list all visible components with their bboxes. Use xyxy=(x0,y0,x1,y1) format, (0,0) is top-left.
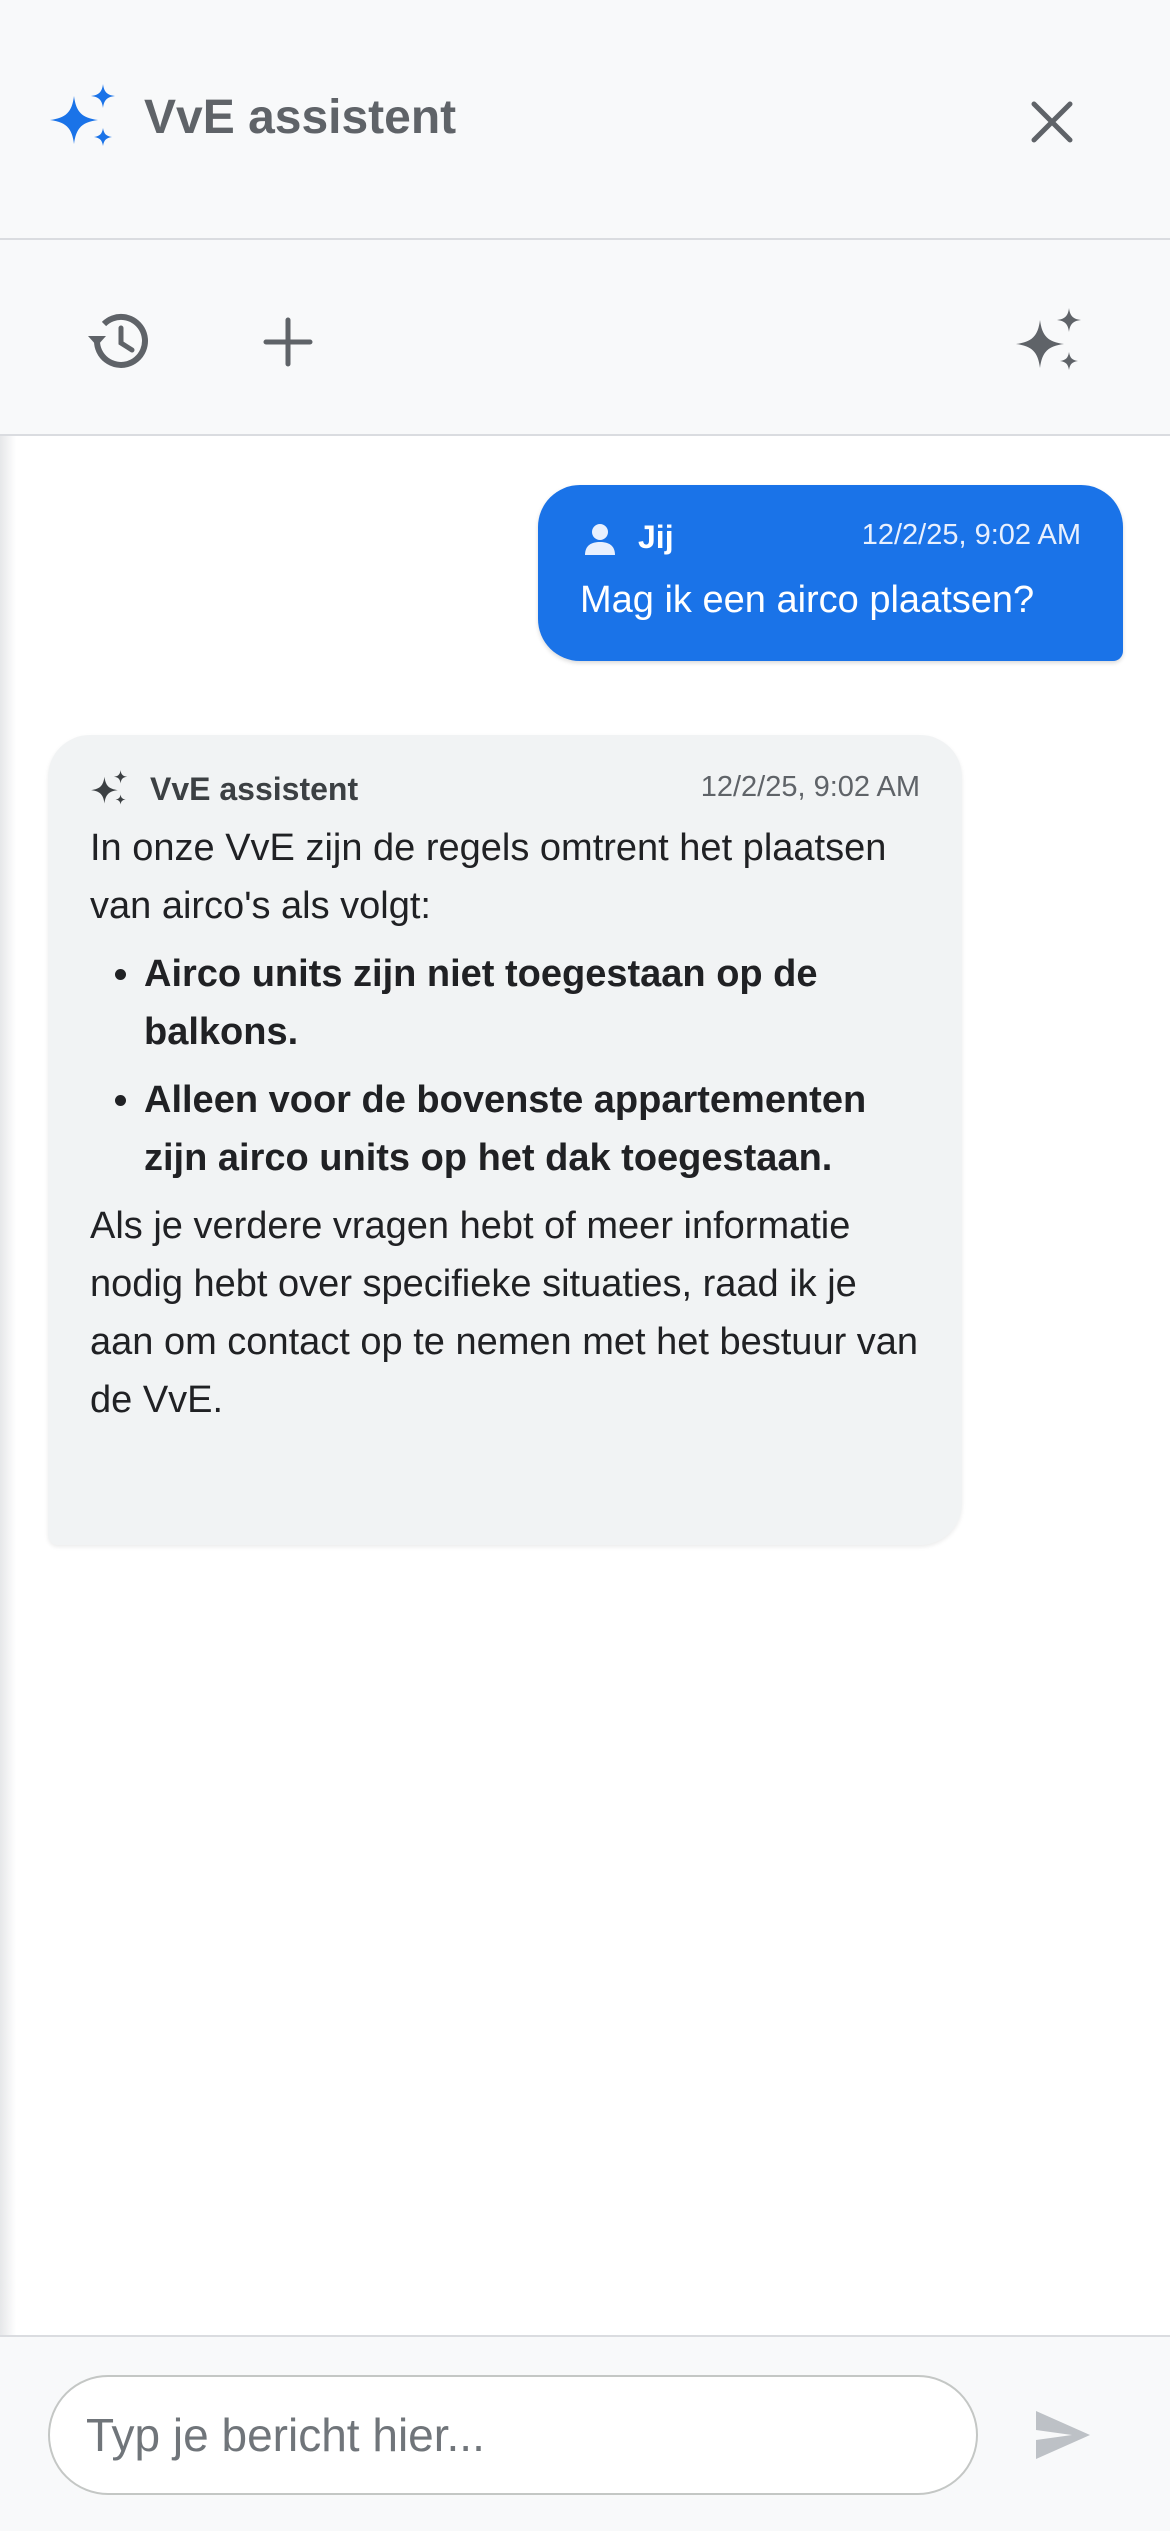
message-intro: In onze VvE zijn de regels omtrent het plaatsen van airco's als volgt: xyxy=(90,827,887,927)
message-timestamp: 12/2/25, 9:02 AM xyxy=(700,771,920,803)
list-item: • Airco units zijn niet toegestaan op de balkons. xyxy=(144,945,920,1061)
panel-edge-shadow xyxy=(0,436,16,2336)
new-chat-button[interactable] xyxy=(256,310,320,374)
close-icon[interactable] xyxy=(1020,90,1084,154)
message-bullet-list xyxy=(90,945,920,1187)
sparkles-icon[interactable] xyxy=(1014,306,1086,378)
message-body xyxy=(90,819,920,1429)
app-header xyxy=(0,0,1170,240)
history-icon[interactable] xyxy=(84,306,154,376)
assistant-message-bubble xyxy=(48,735,962,1545)
message-input[interactable] xyxy=(48,2375,978,2495)
message-timestamp: 12/2/25, 9:02 AM xyxy=(861,519,1081,551)
message-author: VvE assistent xyxy=(150,771,359,807)
message-outro: Als je verdere vragen hebt of meer informatie nodig hebt over specifieke situaties, raad ik je aan om contact op te nemen met het bestuur van de VvE. xyxy=(90,1205,919,1421)
sparkles-icon xyxy=(48,82,120,154)
send-icon[interactable] xyxy=(1034,2409,1092,2461)
message-text: Mag ik een airco plaatsen? xyxy=(580,579,1035,621)
sparkles-icon xyxy=(90,769,130,809)
message-composer xyxy=(0,2335,1170,2531)
message-author: Jij xyxy=(638,519,674,555)
page-title: VvE assistent xyxy=(144,91,457,144)
chat-toolbar xyxy=(0,240,1170,436)
person-icon xyxy=(582,521,618,557)
list-item: • Alleen voor de bovenste appartementen zijn airco units op het dak toegestaan. xyxy=(144,1071,920,1187)
user-message-bubble xyxy=(538,485,1123,661)
